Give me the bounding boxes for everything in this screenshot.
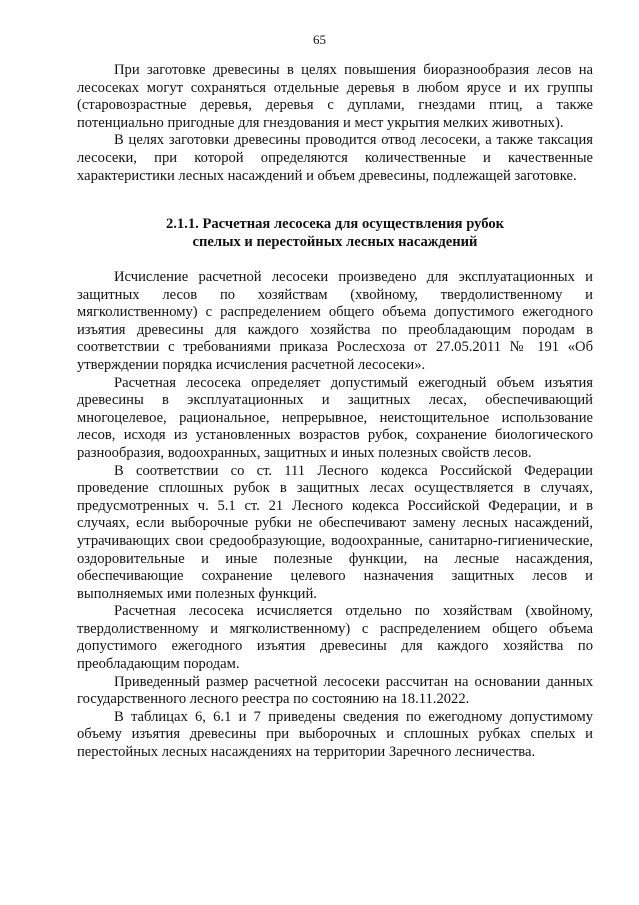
paragraph: Исчисление расчетной лесосеки произведено для эксплуатационных и защитных лесов по хозяйствам (хвойному, твердолиственному и мягколиственному) с распределением общего объема допустимого ежегодного изъятия древесины для каждого хозяйства по преобладающим породам в соответствии с требованиями приказа Рослесхоза от 27.05.2011 № 191 «Об утверждении порядка исчисления расчетной лесосеки». [77,269,593,373]
paragraph: В целях заготовки древесины проводится отвод лесосеки, а также таксация лесосеки, при которой определяются количественные и качественные характеристики лесных насаждений и объем древесины, подлежащей заготовке. [77,132,593,184]
section-body [77,269,593,762]
paragraph: В соответствии со ст. 111 Лесного кодекса Российской Федерации проведение сплошных рубок в защитных лесах осуществляется в случаях, предусмотренных ч. 5.1 ст. 21 Лесного кодекса Российской Федерации, и в случаях, если выборочные рубки не обеспечивают замену лесных насаждений, утрачивающих свои средообразующие, водоохранные, санитарно-гигиенические, оздоровительные и иные полезные функции, на лесные насаждения, обеспечивающие сохранение целевого назначения защитных лесов и выполняемых ими полезных функций. [77,462,593,602]
paragraph: Расчетная лесосека определяет допустимый ежегодный объем изъятия древесины в эксплуатационных и защитных лесах, обеспечивающий многоцелевое, рациональное, непрерывное, неистощительное использование лесов, исходя из установленных возрастов рубок, сохранение биологического разнообразия, водоохранных, защитных и иных полезных свойств лесов. [77,374,593,461]
section-heading [77,215,593,251]
paragraph: Приведенный размер расчетной лесосеки рассчитан на основании данных государственного лесного реестра по состоянию на 18.11.2022. [77,673,593,708]
section-heading-line: спелых и перестойных лесных насаждений [192,234,478,250]
paragraph: Расчетная лесосека исчисляется отдельно по хозяйствам (хвойному, твердолиственному и мягколиственному) с распределением общего объема допустимого ежегодного изъятия древесины для каждого хозяйства по преобладающим породам. [77,603,593,673]
section-heading-line: 2.1.1. Расчетная лесосека для осуществления рубок [165,216,505,232]
paragraph: При заготовке древесины в целях повышения биоразнообразия лесов на лесосеках могут сохраняться отдельные деревья в любом ярусе и их группы (старовозрастные деревья, деревья с дуплами, гнездами птиц, а также потенциально пригодные для гнездования и мест укрытия мелких животных). [77,62,593,131]
paragraph: В таблицах 6, 6.1 и 7 приведены сведения по ежегодному допустимому объему изъятия древесины при выборочных и сплошных рубках спелых и перестойных лесных насаждениях на территории Заречного лесничества. [77,708,593,761]
intro-section [77,62,593,185]
page-number: 65 [313,32,326,47]
